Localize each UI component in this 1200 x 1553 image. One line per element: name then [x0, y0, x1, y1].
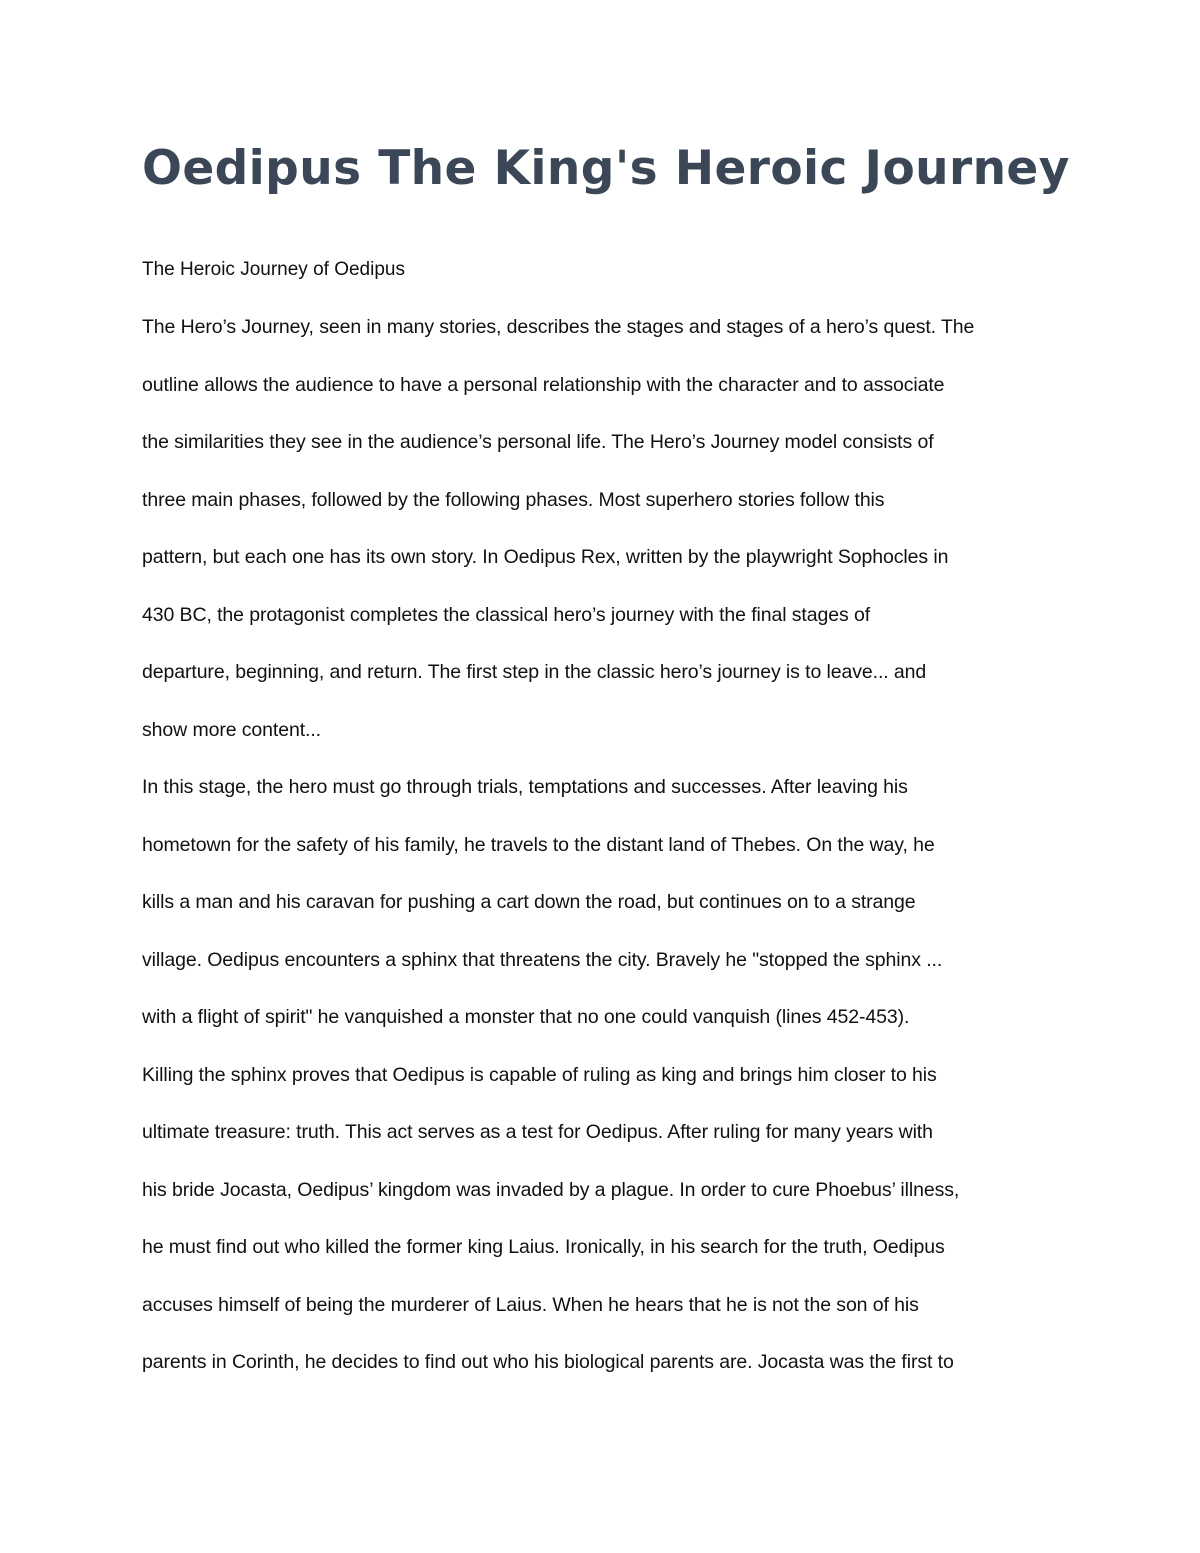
body-line: ultimate treasure: truth. This act serves as a test for Oedipus. After ruling for many years with [142, 1121, 933, 1143]
body-line: departure, beginning, and return. The first step in the classic hero’s journey is to leave... and [142, 661, 927, 683]
document-body [142, 311, 1102, 1404]
document-title: Oedipus The King's Heroic Journey [142, 141, 1070, 196]
body-line: with a flight of spirit" he vanquished a monster that no one could vanquish (lines 452-453). [142, 1006, 910, 1028]
body-line: outline allows the audience to have a personal relationship with the character and to associate [142, 373, 945, 396]
body-line: three main phases, followed by the following phases. Most superhero stories follow this [142, 488, 885, 511]
body-line: accuses himself of being the murderer of Laius. When he hears that he is not the son of his [142, 1293, 919, 1316]
body-line: his bride Jocasta, Oedipus’ kingdom was invaded by a plague. In order to cure Phoebus’ illness, [142, 1178, 960, 1201]
body-line: 430 BC, the protagonist completes the classical hero’s journey with the final stages of [142, 603, 871, 626]
body-line: he must find out who killed the former king Laius. Ironically, in his search for the truth, Oedipus [142, 1236, 945, 1258]
body-line: the similarities they see in the audience’s personal life. The Hero’s Journey model consists of [142, 431, 934, 453]
document-subtitle: The Heroic Journey of Oedipus [142, 259, 405, 280]
body-line: village. Oedipus encounters a sphinx that threatens the city. Bravely he "stopped the sphinx ... [142, 948, 943, 971]
body-line: hometown for the safety of his family, he travels to the distant land of Thebes. On the way, he [142, 833, 935, 856]
body-line: parents in Corinth, he decides to find out who his biological parents are. Jocasta was the first to [142, 1351, 954, 1373]
body-line: kills a man and his caravan for pushing a cart down the road, but continues on to a strange [142, 891, 916, 913]
body-line: The Hero’s Journey, seen in many stories, describes the stages and stages of a hero’s quest. The [142, 316, 975, 338]
body-line: Killing the sphinx proves that Oedipus is capable of ruling as king and brings him closer to his [142, 1063, 937, 1086]
body-line: pattern, but each one has its own story. In Oedipus Rex, written by the playwright Sophocles in [142, 546, 949, 568]
show-more-content[interactable]: show more content... [142, 718, 322, 741]
body-line: In this stage, the hero must go through trials, temptations and successes. After leaving his [142, 776, 908, 798]
